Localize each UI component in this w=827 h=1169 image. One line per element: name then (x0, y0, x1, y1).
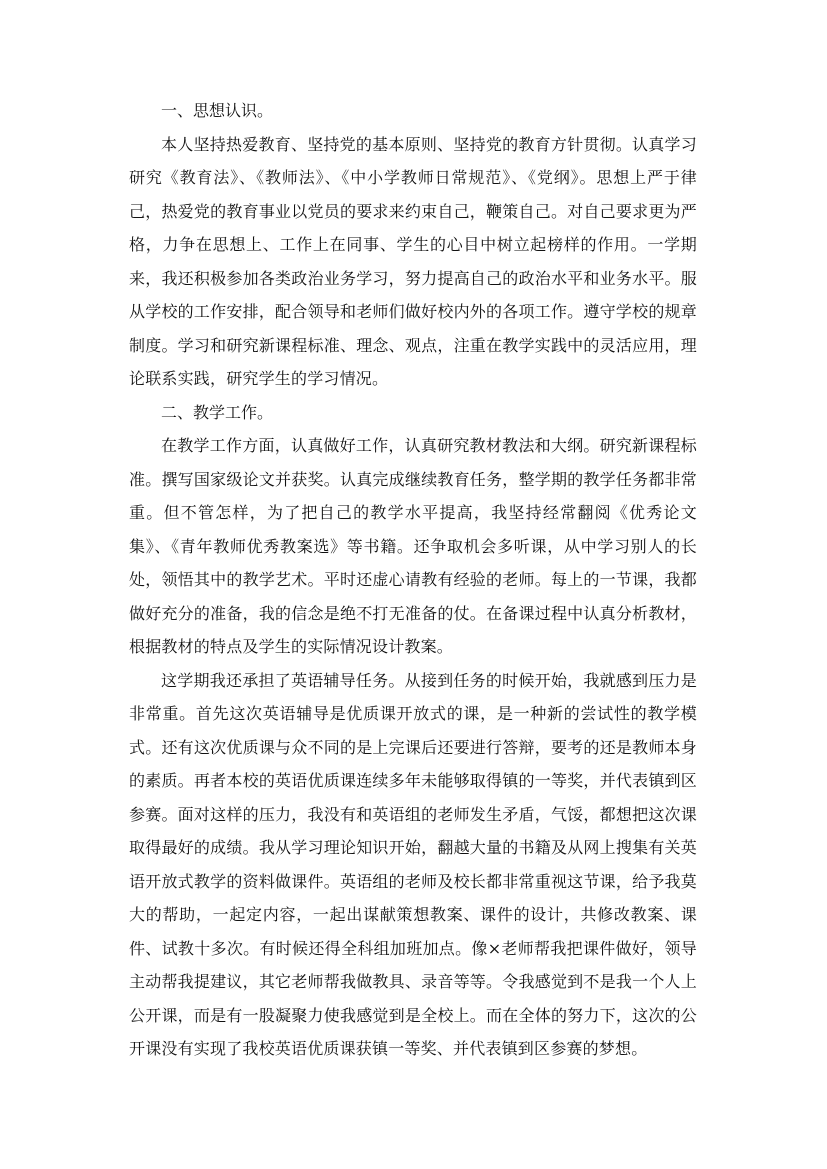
section-heading-teaching: 二、教学工作。 (161, 402, 274, 422)
paragraph-teaching-work: 在教学工作方面，认真做好工作，认真研究教材教法和大纲。研究新课程标准。撰写国家级论文并获奖。认真完成继续教育任务，整学期的教学任务都非常重。但不管怎样，为了把自己的教学水平提高，我坚持经常翻阅《优秀论文集》、《青年教师优秀教案选》等书籍。还争取机会多听课，从中学习别人的长处，领悟其中的教学艺术。平时还虚心请教有经验的老师。每上的一节课，我都做好充分的准备，我的信念是绝不打无准备的仗。在备课过程中认真分析教材，根据教材的特点及学生的实际情况设计教案。 (129, 436, 697, 656)
paragraph-thought: 本人坚持热爱教育、坚持党的基本原则、坚持党的教育方针贯彻。认真学习研究《教育法》、《教师法》、《中小学教师日常规范》、《党纲》。思想上严于律己，热爱党的教育事业以党员的要求来约束自己，鞭策自己。对自己要求更为严格，力争在思想上、工作上在同事、学生的心目中树立起榜样的作用。一学期来，我还积极参加各类政治业务学习，努力提高自己的政治水平和业务水平。服从学校的工作安排，配合领导和老师们做好校内外的各项工作。遵守学校的规章制度。学习和研究新课程标准、理念、观点，注重在教学实践中的灵活应用，理论联系实践，研究学生的学习情况。 (129, 134, 697, 388)
paragraph-english-tutoring: 这学期我还承担了英语辅导任务。从接到任务的时候开始，我就感到压力是非常重。首先这次英语辅导是优质课开放式的课，是一种新的尝试性的教学模式。还有这次优质课与众不同的是上完课后还要进行答辩，要考的还是教师本身的素质。再者本校的英语优质课连续多年未能够取得镇的一等奖，并代表镇到区参赛。面对这样的压力，我没有和英语组的老师发生矛盾，气馁，都想把这次课取得最好的成绩。我从学习理论知识开始，翻越大量的书籍及从网上搜集有关英语开放式教学的资料做课件。英语组的老师及校长都非常重视这节课，给予我莫大的帮助，一起定内容，一起出谋献策想教案、课件的设计，共修改教案、课件、试教十多次。有时候还得全科组加班加点。像×老师帮我把课件做好，领导主动帮我提建议，其它老师帮我做教具、录音等等。令我感觉到不是我一个人上公开课，而是有一股凝聚力使我感觉到是全校上。而在全体的努力下，这次的公开课没有实现了我校英语优质课获镇一等奖、并代表镇到区参赛的梦想。 (129, 670, 697, 1058)
section-heading-thought: 一、思想认识。 (161, 101, 274, 120)
document-page (129, 94, 697, 1066)
